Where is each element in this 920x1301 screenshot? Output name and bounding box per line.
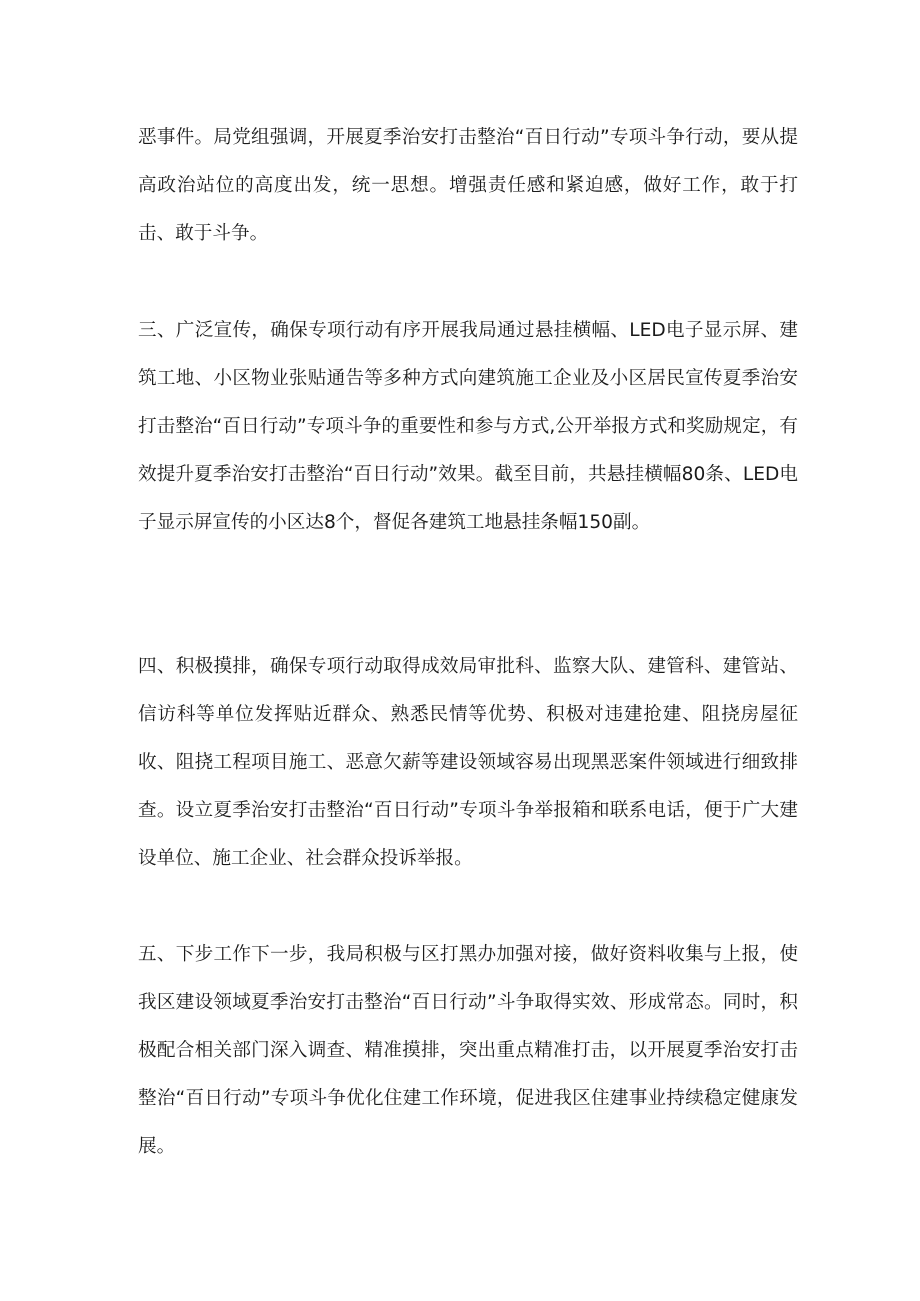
paragraph-section-three: 三、广泛宣传，确保专项行动有序开展我局通过悬挂横幅、LED电子显示屏、建筑工地、小区物业张贴通告等多种方式向建筑施工企业及小区居民宣传夏季治安打击整治“百日行动”专项斗争的重要性和参与方式,公开举报方式和奖励规定，有效提升夏季治安打击整治“百日行动”效果。截至目前，共悬挂横幅80条、LED电子显示屏宣传的小区达8个，督促各建筑工地悬挂条幅150副。 (138, 320, 798, 533)
paragraph-section-four: 四、积极摸排，确保专项行动取得成效局审批科、监察大队、建管科、建管站、信访科等单位发挥贴近群众、熟悉民情等优势、积极对违建抢建、阻挠房屋征收、阻挠工程项目施工、恶意欠薪等建设领域容易出现黑恶案件领域进行细致排查。设立夏季治安打击整治“百日行动”专项斗争举报箱和联系电话，便于广大建设单位、施工企业、社会群众投诉举报。 (138, 656, 798, 869)
paragraph-continued-text: 恶事件。局党组强调，开展夏季治安打击整治“百日行动”专项斗争行动，要从提高政治站位的高度出发，统一思想。增强责任感和紧迫感，做好工作，敢于打击、敢于斗争。 (138, 127, 798, 244)
paragraph-section-five: 五、下步工作下一步，我局积极与区打黑办加强对接，做好资料收集与上报，使我区建设领域夏季治安打击整治“百日行动”斗争取得实效、形成常态。同时，积极配合相关部门深入调查、精准摸排，突出重点精准打击，以开展夏季治安打击整治“百日行动”专项斗争优化住建工作环境，促进我区住建事业持续稳定健康发展。 (138, 944, 798, 1157)
